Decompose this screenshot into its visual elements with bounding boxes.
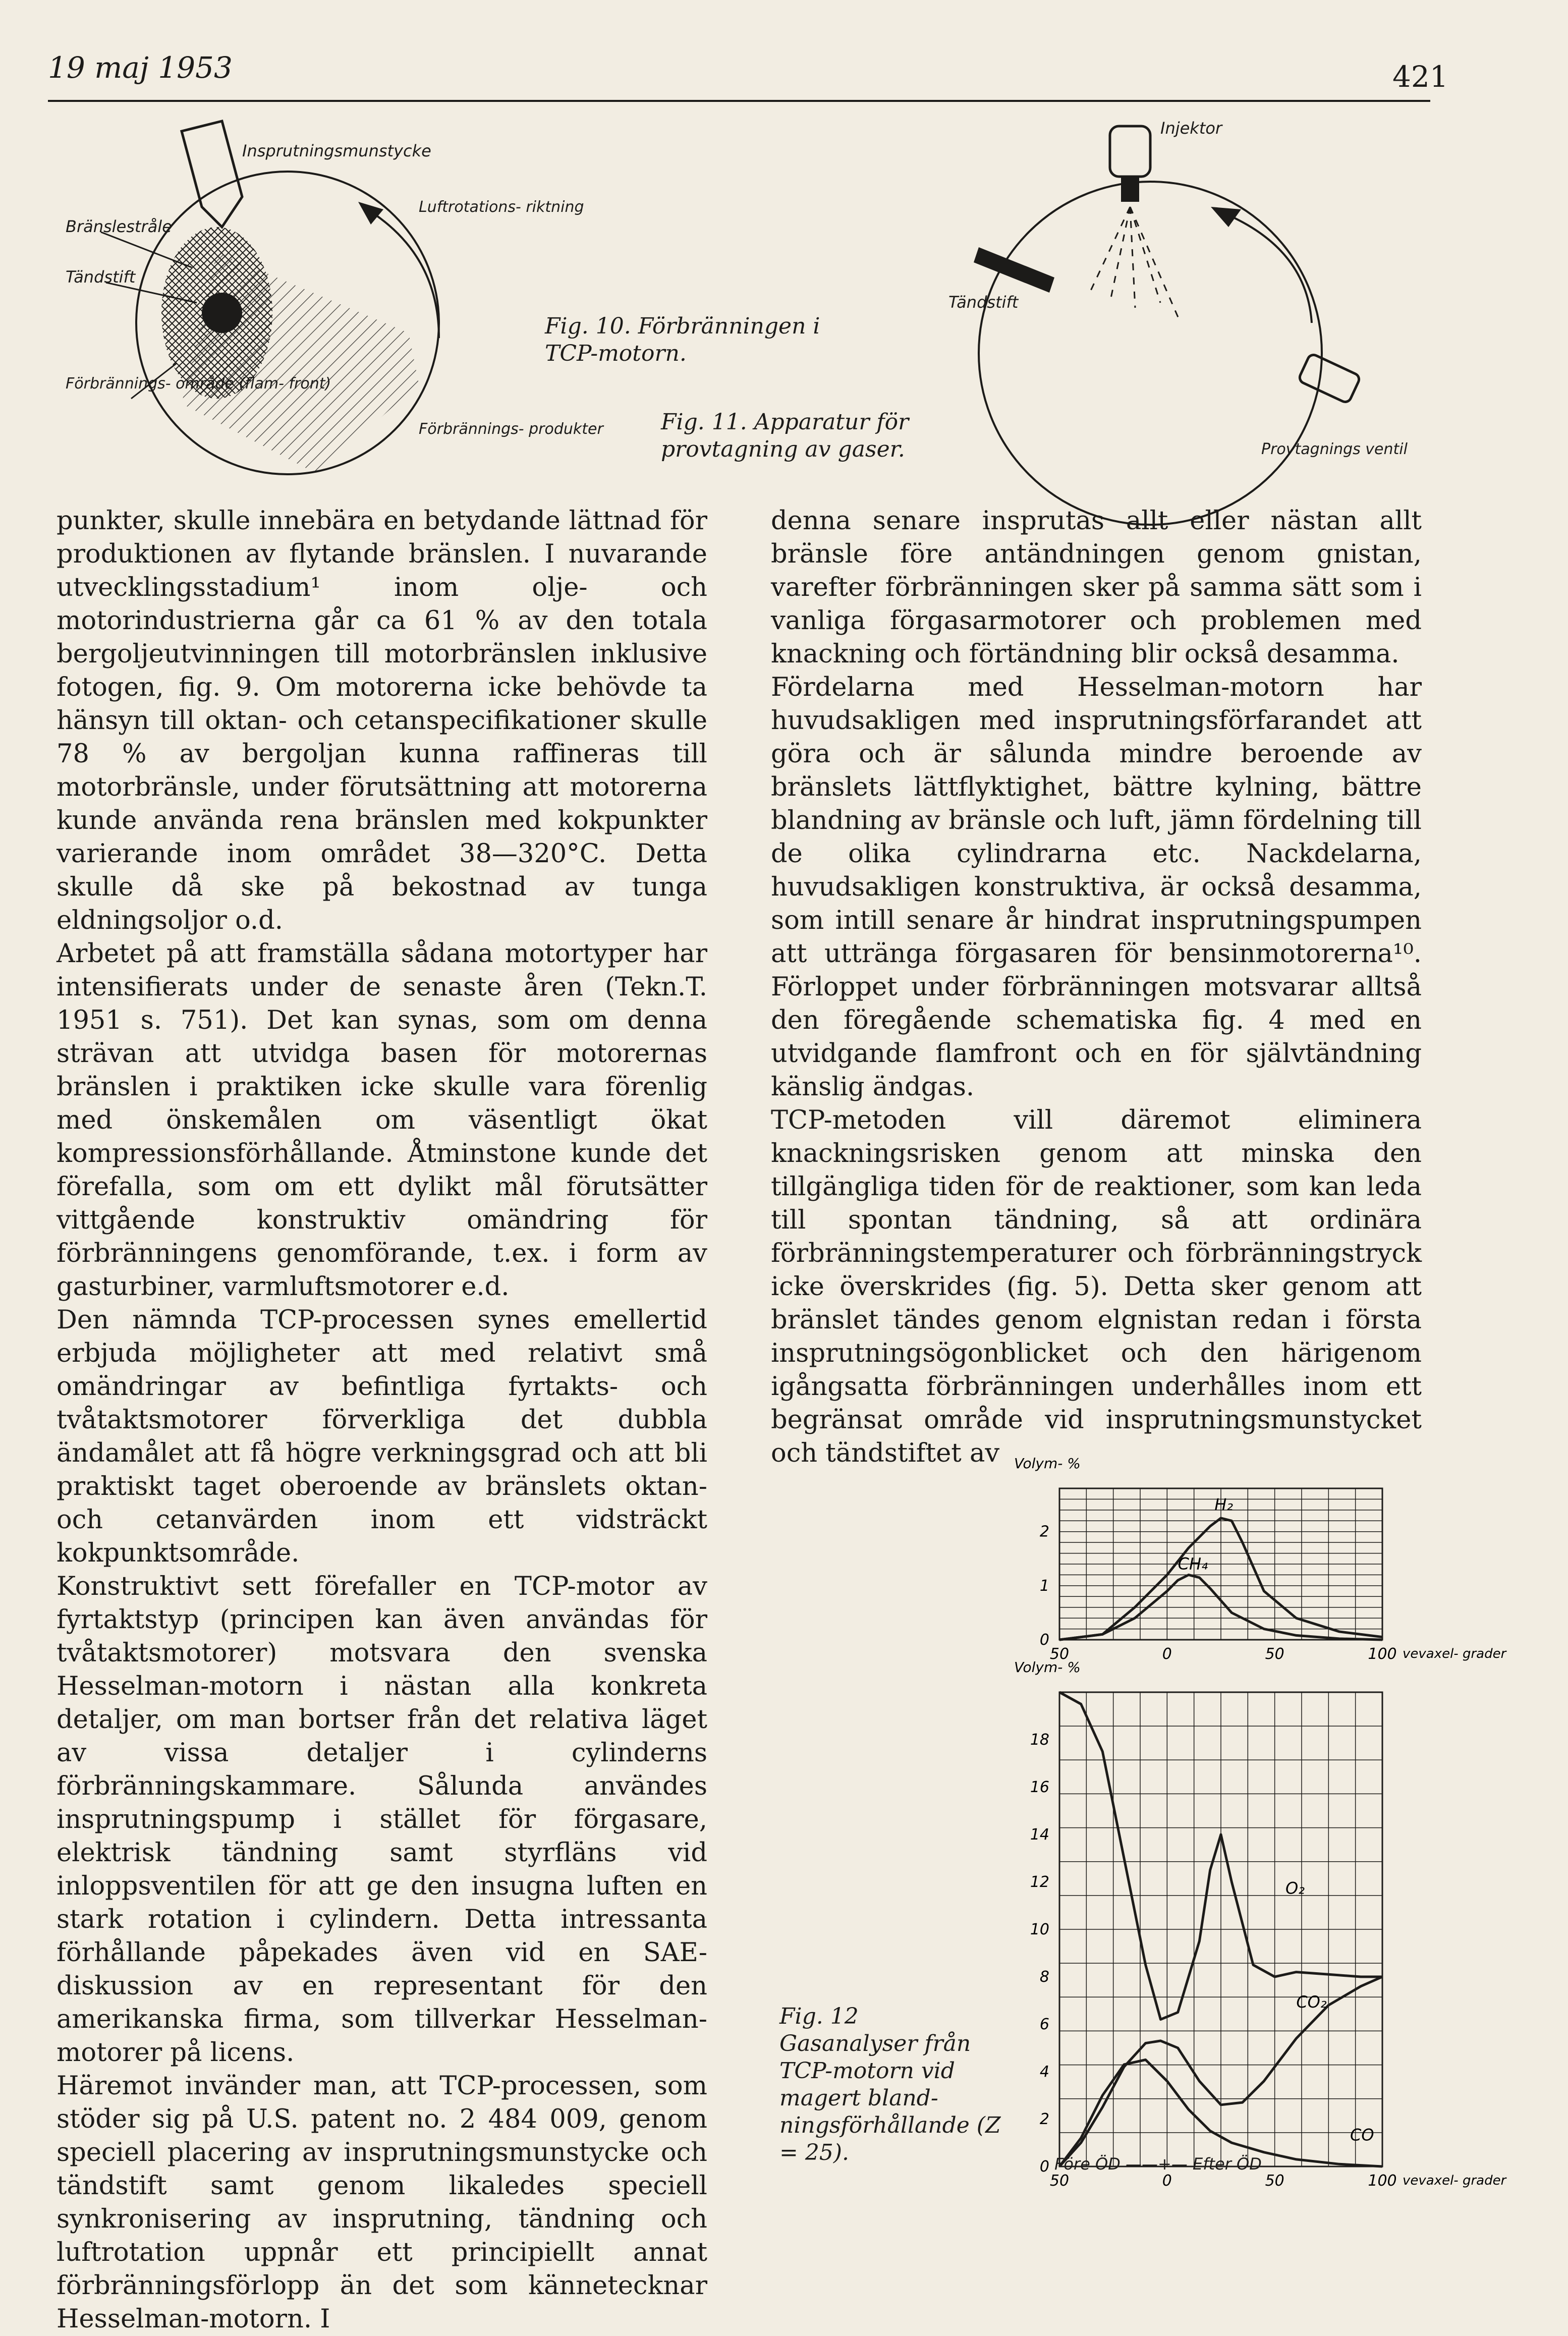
y-tick-label: 10 bbox=[1030, 1921, 1049, 1938]
figure-12 bbox=[1009, 1448, 1506, 2195]
x-tick-label: 0 bbox=[1162, 1645, 1172, 1663]
rotation-arrow bbox=[363, 207, 439, 338]
gas-analysis-chart-top bbox=[1009, 1448, 1506, 1670]
y-axis-label: Volym- % bbox=[1014, 1455, 1081, 1472]
y-tick-label: 8 bbox=[1039, 1968, 1049, 1986]
y-tick-label: 18 bbox=[1030, 1731, 1049, 1749]
x-tick-label: 50 bbox=[1049, 1645, 1070, 1663]
paragraph: Konstruktivt sett förefaller en TCP-motor av fyrtaktstyp (principen kan även användas för tvåtaktsmotorer) motsvara den svenska Hesselman-motorn i nästan alla konkreta detaljer, om man bortser från det relativa läget av vissa detaljer i cylinderns förbränningskammare. Sålunda användes insprutningspump i stället för förgasare, elektrisk tändning samt styrfläns vid inloppsventilen för att ge den insugna luften en stark rotation i cylindern. Detta intressanta förhållande påpekades även vid en SAE-diskussion av en representant för den amerikanska firma, som tillverkar Hesselman-motorer på licens. bbox=[57, 1572, 707, 2068]
label-spark-plug: Tändstift bbox=[66, 267, 136, 287]
y-tick-label: 2 bbox=[1039, 2110, 1049, 2128]
paragraph: Den nämnda TCP-processen synes emellertid erbjuda möjligheter att med relativt små omändringar av befintliga fyrtakts- och tvåtaktsmotorer förverkliga det dubbla ändamålet att få högre verkningsgrad och att bli praktiskt taget oberoende av bränslets oktan- och cetanvärden inom ett vidsträckt kokpunktsområde. bbox=[57, 1305, 707, 1568]
rotation-arrowhead bbox=[1211, 207, 1241, 227]
label-products: Förbrännings- produkter bbox=[419, 420, 603, 438]
paragraph: punkter, skulle innebära en betydande lättnad för produktionen av flytande bränslen. I nuvarande utvecklingsstadium¹ inom olje- och motorindustrierna går ca 61 % av den totala bergoljeutvinningen till motorbränslen inklusive fotogen, fig. 9. Om motorerna icke behövde ta hänsyn till oktan- och cetanspecifikationer skulle 78 % av bergoljan kunna raffineras till motorbränsle, under förutsättning att motorerna kunde använda rena bränslen med kokpunkter varierande inom området 38—320°C. Detta skulle då ske på bekostnad av tunga eldningsoljor o.d. bbox=[57, 506, 707, 935]
x-tick-label: 50 bbox=[1265, 1645, 1284, 1663]
y-tick-label: 16 bbox=[1030, 1778, 1049, 1796]
body-column-right bbox=[771, 505, 1422, 1470]
y-tick-label: 6 bbox=[1039, 2016, 1049, 2033]
x-annotation: Före ÖD ——+— Efter ÖD bbox=[1054, 2154, 1262, 2174]
label-zone: Förbrännings- område (flam- front) bbox=[66, 375, 331, 393]
label-spark-plug-2: Tändstift bbox=[948, 293, 1019, 312]
injection-nozzle bbox=[182, 121, 242, 227]
series-label: H₂ bbox=[1214, 1494, 1234, 1514]
ignition-point bbox=[202, 293, 242, 333]
x-tick-label: 50 bbox=[1049, 2172, 1070, 2190]
gas-analysis-chart-bottom bbox=[1009, 1659, 1506, 2197]
paragraph: Arbetet på att framställa sådana motortyper har intensifierats under de senaste åren (Tekn.T. 1951 s. 751). Det kan synas, som om denna strävan att utvidga basen för motorernas bränslen i praktiken icke skulle vara förenlig med önskemålen om väsentligt ökat kompressionsförhållande. Åtminstone kunde det förefalla, som om ett dylikt mål förutsätter vittgående konstruktiv omändring för förbränningens genomförande, t.ex. i form av gasturbiner, varmluftsmotorer e.d. bbox=[57, 939, 707, 1302]
series-label: O₂ bbox=[1285, 1878, 1305, 1898]
y-tick-label: 4 bbox=[1039, 2063, 1049, 2081]
y-tick-label: 1 bbox=[1039, 1577, 1049, 1595]
x-tick-label: 100 bbox=[1368, 2172, 1397, 2190]
rotation-arrowhead bbox=[358, 202, 383, 225]
series-label: CO₂ bbox=[1296, 1992, 1327, 2012]
figure-10-diagram bbox=[55, 101, 603, 484]
sampling-valve bbox=[1298, 353, 1361, 404]
figure-11-diagram bbox=[938, 111, 1443, 494]
label-injector: Injektor bbox=[1160, 119, 1222, 138]
paragraph: denna senare insprutas allt eller nästan allt bränsle före antändningen genom gnistan, varefter förbränningen sker på samma sätt som i vanliga förgasarmotorer och problemen med knackning och förtändning blir också desamma. bbox=[771, 506, 1422, 669]
paragraph: Fördelarna med Hesselman-motorn har huvudsakligen med insprutningsförfarandet att göra och är sålunda mindre beroende av bränslets lättflyktighet, bättre kylning, bättre blandning av bränsle och luft, jämn fördelning till de olika cylindrarna etc. Nackdelarna, huvudsakligen konstruktiva, är också desamma, som intill senare år hindrat insprutningspumpen att uttränga förgasaren för bensinmotorerna¹⁰. Förloppet under förbränningen motsvarar alltså den föregående schematiska fig. 4 med en utvidgande flamfront och en för självtändning känslig ändgas. bbox=[771, 673, 1422, 1102]
y-tick-label: 2 bbox=[1039, 1523, 1049, 1541]
y-tick-label: 0 bbox=[1039, 2158, 1049, 2176]
x-axis-label: vevaxel- grader bbox=[1403, 2173, 1506, 2188]
label-nozzle: Insprutningsmunstycke bbox=[242, 141, 431, 160]
y-tick-label: 0 bbox=[1039, 1631, 1049, 1649]
injector-body bbox=[1110, 126, 1150, 177]
body-column-left bbox=[57, 505, 707, 2336]
x-tick-label: 50 bbox=[1265, 2172, 1284, 2190]
paragraph: Häremot invänder man, att TCP-processen, som stöder sig på U.S. patent no. 2 484 009, genom speciell placering av insprutningsmunstycke och tändstift samt genom likaledes speciell synkronisering av insprutning, tändning och luftrotation uppnår ett principiellt annat förbränningsförlopp än det som kännetecknar Hesselman-motorn. I bbox=[57, 2071, 707, 2334]
figure-10 bbox=[55, 101, 603, 484]
header-date: 19 maj 1953 bbox=[48, 50, 233, 85]
x-tick-label: 100 bbox=[1368, 1645, 1397, 1663]
x-axis-label: vevaxel- grader bbox=[1403, 1646, 1506, 1661]
label-valve: Provtagnings ventil bbox=[1261, 440, 1408, 458]
y-axis-label: Volym- % bbox=[1014, 1659, 1081, 1676]
spark-plug bbox=[974, 247, 1054, 293]
figure-12-caption: Fig. 12 Gasanalyser från TCP-motorn vid magert bland- ningsförhållande (Z = 25). bbox=[779, 2004, 1001, 2165]
after-tdc-label: Efter ÖD bbox=[1192, 2154, 1262, 2174]
chamber-outline bbox=[979, 182, 1322, 525]
y-tick-label: 14 bbox=[1030, 1826, 1049, 1844]
figure-10-caption: Fig. 10. Förbränningen i TCP-motorn. bbox=[545, 313, 820, 366]
y-tick-label: 12 bbox=[1030, 1873, 1049, 1891]
paragraph: TCP-metoden vill däremot eliminera knackningsrisken genom att minska den tillgängliga tiden för de reaktioner, som kan leda till spontan tändning, så att ordinära förbränningstemperaturer och förbränningstryck icke överskrides (fig. 5). Detta sker genom att bränslet tändes genom elgnistan redan i första insprutningsögonblicket och den härigenom igångsatta förbränningen underhålles inom ett begränsat område vid insprutningsmunstycket och tändstiftet av bbox=[771, 1105, 1422, 1468]
page-number: 421 bbox=[1392, 60, 1448, 94]
before-tdc-label: Före ÖD bbox=[1054, 2154, 1121, 2174]
label-rotation: Luftrotations- riktning bbox=[419, 198, 584, 216]
spray-lines bbox=[1090, 207, 1181, 323]
x-tick-label: 0 bbox=[1162, 2172, 1172, 2190]
series-label: CH₄ bbox=[1178, 1554, 1208, 1574]
figure-11-caption: Fig. 11. Apparatur för provtagning av gaser. bbox=[661, 409, 909, 462]
injector-nozzle bbox=[1121, 177, 1139, 202]
series-label: CO bbox=[1350, 2125, 1374, 2145]
figure-11 bbox=[938, 111, 1443, 494]
label-fuel-jet: Bränslestråle bbox=[66, 217, 172, 236]
